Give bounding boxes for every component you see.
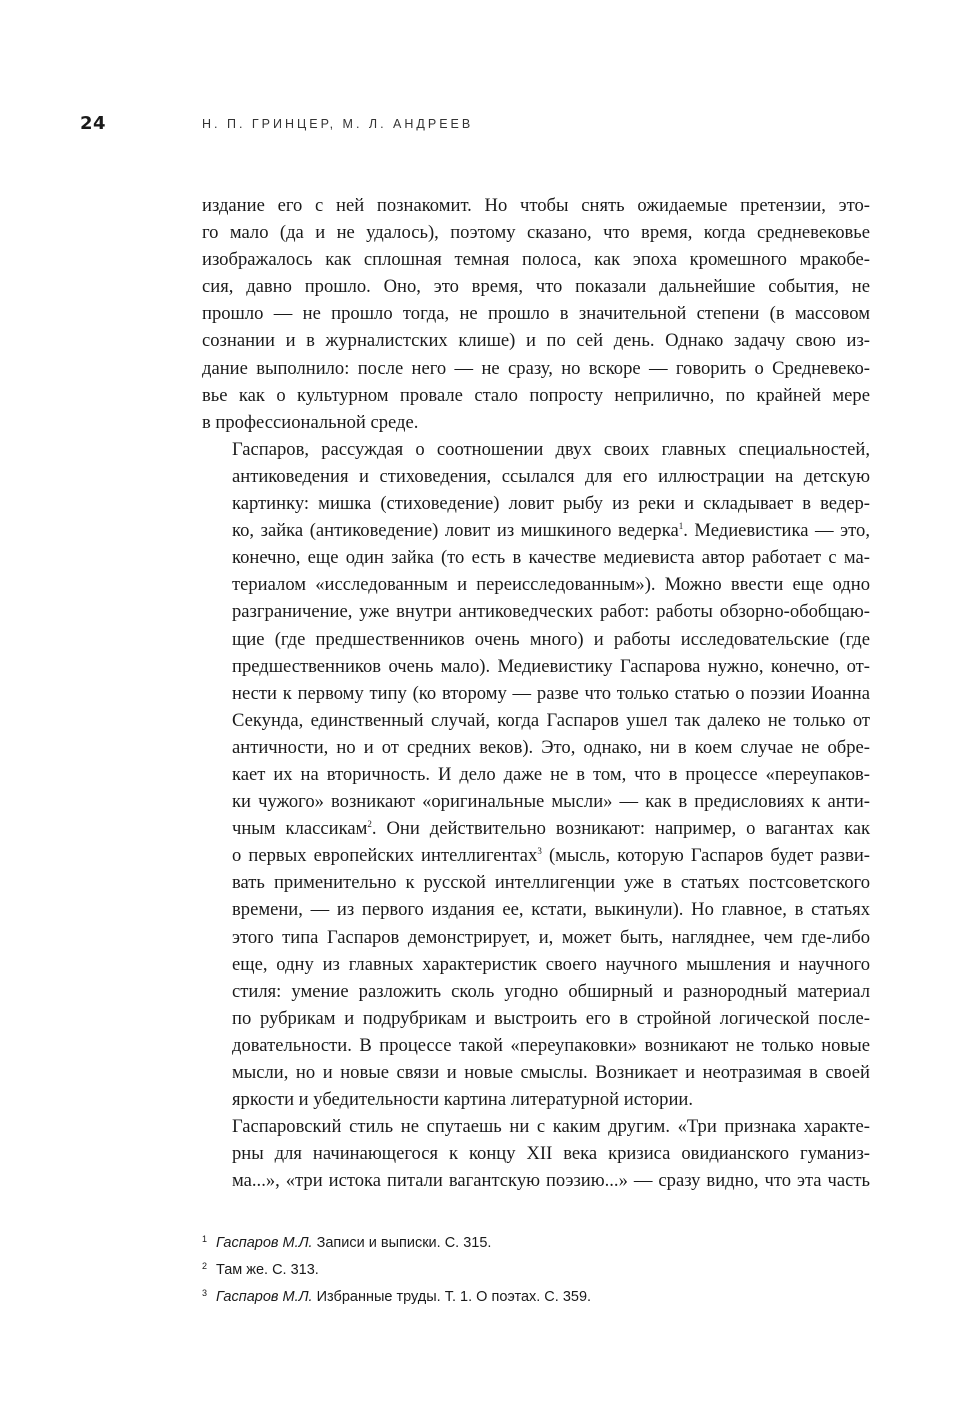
text-line: стиля: умение разложить сколь угодно обширный и разнородный материал [232,980,870,1002]
text-fragment: о первых европейских интеллигентах [232,845,538,867]
text-fragment: чным классикам [232,818,368,840]
footnote-ref[interactable]: 2 [367,819,372,830]
text-line: прошло — не прошло тогда, не прошло в значительной степени (в массовом [202,303,870,325]
footnote-mark: 2 [202,1261,208,1271]
footnote-ref[interactable]: 1 [678,521,684,532]
footnote-mark: 1 [202,1234,208,1244]
text-line: довательности. В процессе такой «переупаковки» возникают не только новые [232,1034,870,1056]
text-line: этого типа Гаспаров демонстрирует, и, может быть, нагляднее, чем где-либо [232,926,870,948]
text-line: сознании и в журналистских клише) и по сей день. Однако задачу свою из- [202,330,870,352]
text-line: еще, одну из главных характеристик своего научного мышления и научного [232,953,870,975]
text-line: антиковедения и стиховедения, ссылался для его иллюстрации на детскую [232,465,870,487]
paragraph [202,192,870,436]
text-line: времени, — из первого издания ее, кстати, выкинули). Но главное, в статьях [232,899,870,921]
text-line: Гаспаровский стиль не спутаешь ни с каким другим. «Три признака характе- [232,1116,870,1138]
footnote [202,1228,591,1255]
main-text [202,192,870,1194]
text-line: по рубрикам и подрубрикам и выстроить его в стройной логической после- [232,1007,870,1029]
text-line: ма...», «три истока питали вагантскую поэзию...» — сразу видно, что эта часть [232,1170,870,1192]
paragraph [202,1113,870,1194]
text-line: изображалось как сплошная темная полоса, как эпоха кромешного мракобе- [202,249,870,271]
text-line: щие (где предшественников очень много) и работы исследовательские (где [232,628,870,650]
text-line: предшественников очень мало). Медиевистику Гаспарова нужно, конечно, от- [232,655,870,677]
text-line: го мало (да и не удалось), поэтому сказано, что время, когда средневековье [202,222,870,244]
text-line: конечно, еще один зайка (то есть в качестве медиевиста автор работает с ма- [232,547,870,569]
text-line: Секунда, единственный случай, когда Гаспаров ушел так далеко не только от [232,709,870,731]
footnote-author: Гаспаров М.Л. [216,1289,313,1305]
text-line: ки чужого» возникают «оригинальные мысли» — как в предисловиях к анти- [232,791,870,813]
text-fragment: ко, зайка (антиковедение) ловит из мишкиного ведерка [232,520,679,542]
text-line [202,842,870,869]
footnote-text: Там же. С. 313. [216,1262,319,1278]
text-fragment: . Они действительно возникают: например, о вагантах как [371,818,870,840]
paragraph [202,436,870,1113]
footnote-text: Избранные труды. Т. 1. О поэтах. С. 359. [312,1289,592,1305]
text-line: териалом «исследованным и переисследованным»). Можно ввести еще одно [232,574,870,596]
text-line: яркости и убедительности картина литературной истории. [232,1089,693,1111]
text-line: издание его с ней познакомит. Но чтобы снять ожидаемые претензии, это- [202,195,870,216]
text-line: Гаспаров, рассуждая о соотношении двух своих главных специальностей, [232,438,870,460]
running-head: Н. П. ГРИНЦЕР, М. Л. АНДРЕЕВ [202,117,474,131]
text-line [202,517,870,544]
text-line: нести к первому типу (ко второму — разве что только статью о поэзии Иоанна [232,682,870,704]
text-line: разграничение, уже внутри антиковедческих работ: работы обзорно-обобщаю- [232,601,870,623]
footnote [202,1282,591,1309]
text-line: вать применительно к русской интеллигенции уже в статьях постсоветского [232,872,870,894]
text-fragment: . Медиевистика — это, [683,520,870,542]
text-fragment: (мысль, которую Гаспаров будет разви- [541,845,871,867]
text-line: вье как о культурном провале стало попросту неприлично, по крайней мере [202,384,870,406]
page-number: 24 [80,113,107,134]
text-line: античности, но и от средних веков). Это, однако, ни в коем случае не обре- [232,736,870,758]
text-line: картинку: мишка (стиховедение) ловит рыбу из реки и складывает в ведер- [232,493,870,515]
text-line: кает их на вторичность. И дело даже не в том, что в процессе «переупаков- [232,763,870,785]
text-line: в профессиональной среде. [202,411,419,433]
text-line: рны для начинающегося к концу XII века кризиса овидианского гуманиз- [232,1143,870,1165]
footnote [202,1255,591,1282]
text-line [202,815,870,842]
footnote-ref[interactable]: 3 [537,846,542,857]
footnotes [202,1228,591,1309]
text-line: мысли, но и новые связи и новые смыслы. Возникает и неотразимая в своей [232,1062,870,1083]
text-line: дание выполнило: после него — не сразу, но вскоре — говорить о Средневеко- [202,357,870,379]
text-line: сия, давно прошло. Оно, это время, что показали дальнейшие события, не [202,276,870,298]
footnote-author: Гаспаров М.Л. [216,1235,313,1251]
footnote-text: Записи и выписки. С. 315. [312,1235,492,1251]
footnote-mark: 3 [202,1288,208,1298]
